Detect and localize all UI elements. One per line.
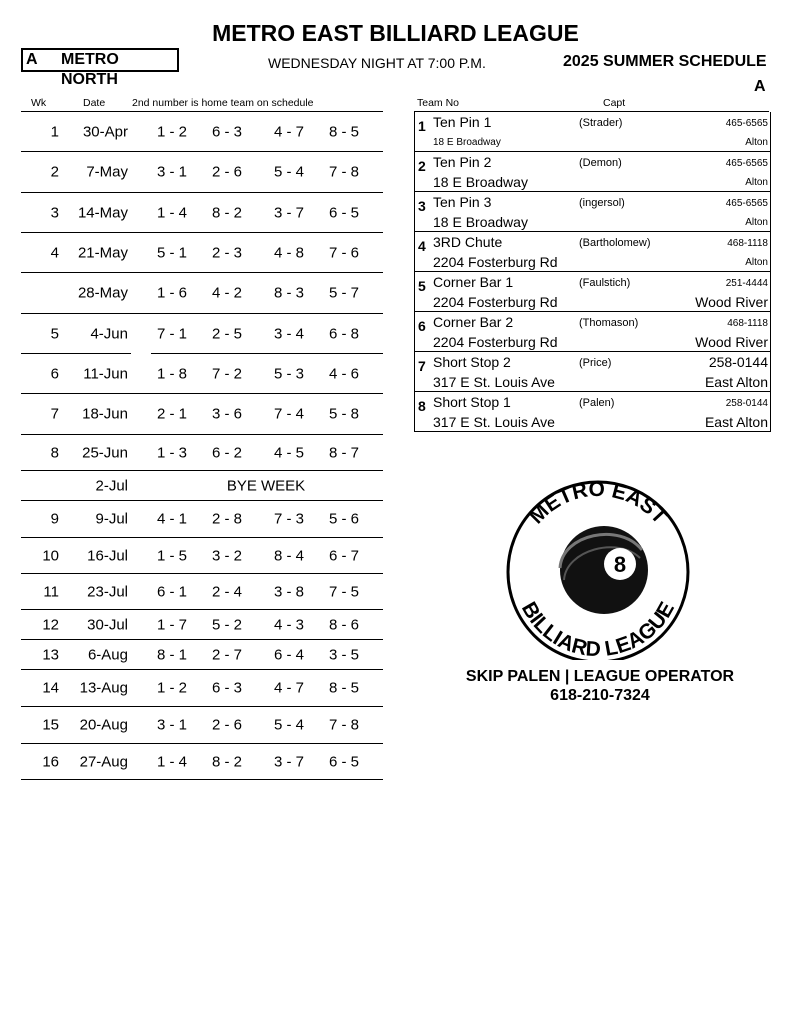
matchup: 8 - 5: [328, 123, 359, 140]
team-number: 5: [418, 278, 426, 294]
team-number: 3: [418, 198, 426, 214]
matchup: 6 - 4: [273, 646, 304, 663]
matchup: 7 - 8: [328, 716, 359, 734]
matchup: 4 - 8: [273, 244, 304, 261]
division-letter: A: [26, 51, 38, 68]
team-name: Corner Bar 2: [433, 314, 514, 330]
schedule-row: [21, 501, 383, 538]
matchup: 8 - 2: [211, 204, 242, 221]
matchup: 7 - 6: [328, 244, 359, 261]
match-date: 9-Jul: [95, 510, 128, 528]
matchup: 3 - 4: [273, 325, 304, 343]
team-name: Short Stop 2: [433, 354, 511, 370]
week-number: 9: [50, 510, 59, 528]
team-address: 18 E Broadway: [433, 137, 501, 148]
league-operator: [400, 667, 791, 705]
matchup: 3 - 1: [156, 163, 187, 181]
matchup: 1 - 4: [156, 753, 187, 770]
matchup: 7 - 3: [273, 510, 304, 528]
matchup: 5 - 2: [211, 616, 242, 633]
team-city: Wood River: [695, 334, 768, 350]
team-address: 317 E St. Louis Ave: [433, 414, 555, 430]
team-number: 8: [418, 398, 426, 414]
matchup: 4 - 5: [273, 444, 304, 461]
match-date: 6-Aug: [87, 646, 128, 663]
matchup: 7 - 5: [328, 583, 359, 600]
matchup: 3 - 1: [156, 716, 187, 734]
team-city: East Alton: [704, 374, 768, 390]
schedule-row: [21, 394, 383, 435]
team-address: 2204 Fosterburg Rd: [433, 294, 558, 310]
matchup: 8 - 5: [328, 679, 359, 697]
week-number: 16: [42, 753, 59, 770]
schedule-row: [21, 152, 383, 193]
matchup: 4 - 7: [273, 123, 304, 140]
schedule-row: [21, 314, 383, 354]
matchup: 4 - 2: [211, 284, 242, 302]
matchup: 8 - 1: [156, 646, 187, 663]
matchup: 4 - 1: [156, 510, 187, 528]
team-city: East Alton: [704, 414, 768, 430]
matchup: 4 - 6: [328, 365, 359, 382]
matchup: 6 - 5: [328, 204, 359, 221]
match-date: 11-Jun: [83, 365, 128, 382]
matchup: 7 - 1: [156, 325, 187, 343]
team-address: 18 E Broadway: [433, 214, 528, 230]
week-number: 6: [50, 365, 59, 382]
team-captain: (Bartholomew): [579, 237, 651, 249]
matchup: 6 - 3: [211, 679, 242, 697]
matchup: 2 - 6: [211, 716, 242, 734]
team-number: 4: [418, 238, 426, 254]
team-row: [415, 392, 770, 432]
team-row: [415, 272, 770, 312]
week-number: 14: [42, 679, 59, 697]
team-row: [415, 112, 770, 152]
week-number: 2: [50, 163, 59, 181]
header-home-note: 2nd number is home team on schedule: [132, 97, 314, 109]
operator-phone: 618-210-7324: [550, 687, 650, 704]
header-date: Date: [83, 97, 106, 109]
team-city: Wood River: [695, 294, 768, 310]
match-date: 28-May: [77, 284, 128, 302]
team-captain: (Palen): [579, 397, 615, 409]
team-city: Alton: [745, 217, 768, 228]
team-address: 2204 Fosterburg Rd: [433, 334, 558, 350]
team-captain: (Strader): [579, 117, 623, 129]
header-wk: Wk: [31, 97, 47, 109]
matchup: 2 - 3: [211, 244, 242, 261]
team-name: Short Stop 1: [433, 394, 511, 410]
eight-ball-icon: [560, 526, 648, 614]
matchup: 4 - 3: [273, 616, 304, 633]
matchup: 1 - 6: [156, 284, 187, 302]
matchup: 3 - 8: [273, 583, 304, 600]
matchup: 2 - 5: [211, 325, 242, 343]
matchup: 5 - 4: [273, 716, 304, 734]
match-date: 30-Jul: [87, 616, 128, 633]
week-number: 15: [42, 716, 59, 734]
matchup: 3 - 2: [211, 547, 242, 564]
match-date: 30-Apr: [82, 123, 128, 140]
team-name: Ten Pin 2: [433, 154, 492, 170]
ball-number: 8: [613, 552, 627, 577]
schedule-row: [21, 744, 383, 780]
match-date: 23-Jul: [87, 583, 128, 600]
teams-table: [414, 112, 771, 432]
matchup: 7 - 2: [211, 365, 242, 382]
matchup: 5 - 6: [328, 510, 359, 528]
team-phone: 468-1118: [727, 238, 768, 249]
team-captain: (Demon): [579, 157, 622, 169]
matchup: 6 - 3: [211, 123, 242, 140]
schedule-row: [21, 273, 383, 314]
schedule-row: [21, 435, 383, 471]
team-name: Ten Pin 3: [433, 194, 492, 210]
team-city: Alton: [745, 177, 768, 188]
match-date: 7-May: [86, 163, 128, 181]
matchup: 5 - 1: [156, 244, 187, 261]
matchup: 3 - 6: [211, 405, 242, 423]
schedule-row: [21, 670, 383, 707]
matchup: 5 - 8: [328, 405, 359, 423]
page-title: METRO EAST BILLIARD LEAGUE: [212, 20, 579, 46]
matchup: 8 - 2: [211, 753, 242, 770]
matchup: 7 - 4: [273, 405, 304, 423]
matchup: 1 - 7: [156, 616, 187, 633]
team-city: Alton: [745, 257, 768, 268]
operator-name: SKIP PALEN | LEAGUE OPERATOR: [465, 668, 735, 685]
match-date: 18-Jun: [82, 405, 128, 423]
schedule-row: [21, 610, 383, 640]
matchup: 8 - 6: [328, 616, 359, 633]
matchup: 1 - 8: [156, 365, 187, 382]
week-number: 5: [50, 325, 59, 343]
team-address: 18 E Broadway: [433, 174, 528, 190]
match-date: 21-May: [77, 244, 128, 261]
matchup: 2 - 8: [211, 510, 242, 528]
match-date: 4-Jun: [90, 325, 128, 343]
matchup: 2 - 1: [156, 405, 187, 423]
week-number: 13: [42, 646, 59, 663]
match-date: 20-Aug: [79, 716, 128, 734]
team-city: Alton: [745, 137, 768, 148]
division-box: [21, 48, 179, 88]
team-captain: (Thomason): [579, 317, 639, 329]
matchup: 3 - 5: [328, 646, 359, 663]
team-row: [415, 192, 770, 232]
matchup: 1 - 4: [156, 204, 187, 221]
week-number: 10: [42, 547, 59, 564]
week-number: 3: [50, 204, 59, 221]
week-number: 4: [50, 244, 59, 261]
match-date: 27-Aug: [79, 753, 128, 770]
schedule-row: [21, 707, 383, 744]
matchup: 1 - 5: [156, 547, 187, 564]
match-date: 16-Jul: [87, 547, 128, 564]
team-row: [415, 152, 770, 192]
matchup: 3 - 7: [273, 753, 304, 770]
matchup: 8 - 4: [273, 547, 304, 564]
team-row: [415, 312, 770, 352]
week-number: 7: [50, 405, 59, 423]
week-number: 11: [43, 583, 59, 600]
team-number: 2: [418, 158, 426, 174]
week-number: 12: [42, 616, 59, 633]
season-title: 2025 SUMMER SCHEDULE: [563, 53, 767, 70]
schedule-row: [21, 640, 383, 670]
matchup: 8 - 3: [273, 284, 304, 302]
matchup: 6 - 8: [328, 325, 359, 343]
team-phone: 258-0144: [725, 398, 768, 409]
logo-top-text: METRO EAST: [524, 477, 672, 529]
match-date: 13-Aug: [79, 679, 128, 697]
team-phone: 465-6565: [725, 118, 768, 129]
matchup: 2 - 4: [211, 583, 242, 600]
schedule-row: [21, 112, 383, 152]
league-logo: [500, 472, 696, 660]
header-capt: Capt: [603, 97, 626, 109]
header-team-no: Team No: [417, 97, 460, 109]
schedule-row: [21, 354, 383, 394]
team-captain: (ingersol): [579, 197, 625, 209]
team-number: 6: [418, 318, 426, 334]
team-phone: 258-0144: [708, 354, 768, 370]
team-address: 2204 Fosterburg Rd: [433, 254, 558, 270]
team-name: Ten Pin 1: [433, 114, 492, 130]
matchup: 2 - 7: [211, 646, 242, 663]
matchup: 6 - 1: [156, 583, 187, 600]
team-row: [415, 352, 770, 392]
matchup: 5 - 7: [328, 284, 359, 302]
week-number: 1: [50, 123, 59, 140]
team-row: [415, 232, 770, 272]
team-address: 317 E St. Louis Ave: [433, 374, 555, 390]
league-night: WEDNESDAY NIGHT AT 7:00 P.M.: [268, 55, 486, 71]
matchup: 5 - 3: [273, 365, 304, 382]
match-date: 2-Jul: [95, 477, 128, 494]
schedule-row: [21, 193, 383, 233]
matchup: 2 - 6: [211, 163, 242, 181]
division-name: METRO NORTH: [61, 51, 119, 88]
team-number: 1: [418, 118, 426, 134]
schedule-row: [21, 574, 383, 610]
team-captain: (Faulstich): [579, 277, 631, 289]
matchup: 1 - 2: [156, 123, 187, 140]
team-captain: (Price): [579, 357, 612, 369]
matchup: 8 - 7: [328, 444, 359, 461]
bye-week-label: BYE WEEK: [226, 477, 306, 494]
matchup: 6 - 5: [328, 753, 359, 770]
matchup: 7 - 8: [328, 163, 359, 181]
matchup: 6 - 2: [211, 444, 242, 461]
schedule-row: [21, 538, 383, 574]
logo-bottom-text: BILLIARD LEAGUE: [516, 598, 680, 660]
schedule-row: [21, 233, 383, 273]
team-name: 3RD Chute: [433, 234, 503, 250]
team-phone: 251-4444: [725, 278, 768, 289]
division-corner-letter: A: [754, 78, 766, 95]
team-phone: 468-1118: [727, 318, 768, 329]
team-name: Corner Bar 1: [433, 274, 514, 290]
matchup: 3 - 7: [273, 204, 304, 221]
team-phone: 465-6565: [725, 198, 768, 209]
schedule-row: [21, 471, 383, 501]
matchup: 4 - 7: [273, 679, 304, 697]
matchup: 1 - 2: [156, 679, 187, 697]
matchup: 5 - 4: [273, 163, 304, 181]
matchup: 6 - 7: [328, 547, 359, 564]
team-number: 7: [418, 358, 426, 374]
team-phone: 465-6565: [725, 158, 768, 169]
match-date: 14-May: [77, 204, 128, 221]
match-date: 25-Jun: [82, 444, 128, 461]
week-number: 8: [50, 444, 59, 461]
matchup: 1 - 3: [156, 444, 187, 461]
